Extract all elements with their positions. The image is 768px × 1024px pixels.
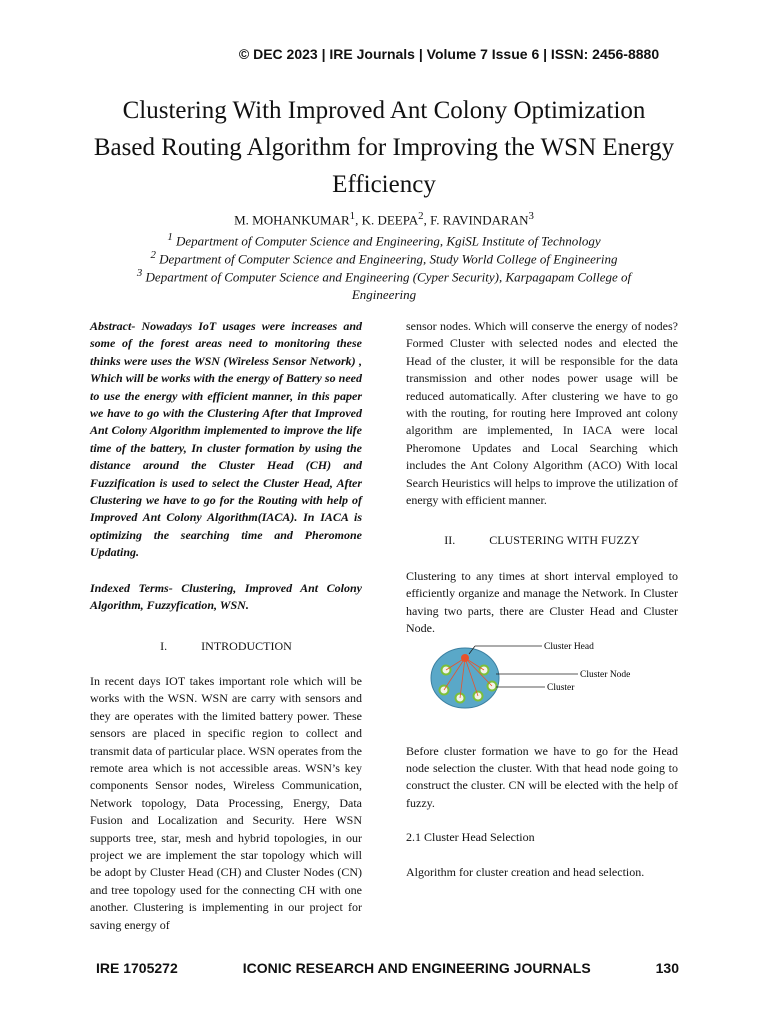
left-column [90,318,362,934]
page-footer [96,960,679,976]
section-title: INTRODUCTION [201,638,292,653]
affiliation-1: $^1$ Department of Computer Science and Engineering, KgiSL Institute of Technology [167,231,601,249]
title-line-2: Based Routing Algorithm for Improving the WSN Energy [93,134,675,161]
author-2: , K. DEEPA [355,212,419,228]
author-2-sup: 2 [418,210,424,222]
cluster-diagram [430,636,660,716]
abstract: Abstract- Nowadays IoT usages were increases and some of the forest areas need to monitoring these thinks were uses the WSN (Wireless Sensor Network) , Which will be works with the energy of Battery so need to use the energy with efficient manner, in this paper we have to go with the Clustering After that Improved Ant Colony Algorithm implemented to improve the life time of the battery, In cluster formation by using the distance around the Cluster Head (CH) and Fuzzification is used to select the Cluster Head, After Clustering we have to go for the Routing with help of Improved Ant Colony Algorithm(IACA). In IACA is optimizing the searching time and Pheromone Updating. [90,319,362,560]
footer-journal-name: ICONIC RESEARCH AND ENGINEERING JOURNALS [242,960,591,976]
subsection-heading: 2.1 Cluster Head Selection [406,830,535,845]
author-3: , F. RAVINDARAN [423,212,529,228]
continuation-paragraph: sensor nodes. Which will conserve the energy of nodes? Formed Cluster with selected nodes and elected the Head of the cluster, it will be responsible for the data transmission and other nodes power usage will be reduced automatically. After clustering we have to go with the routing, for routing here Improved ant colony algorithm are implemented, In IACA were local Pheromone Updates and Local Searching which includes the Ant Colony Algorithm (ACO) With local Search Heuristics will helps to improve the utilization of energy with efficient manner. [406,319,678,508]
author-1-sup: 1 [349,210,356,222]
section-heading-introduction [90,638,362,655]
paper-title [80,92,688,203]
page-number: 130 [655,960,679,976]
title-line-1: Clustering With Improved Ant Colony Optimization [122,97,646,124]
section-number: I. [160,638,168,653]
label-cluster: Cluster [547,683,575,693]
intro-paragraph: In recent days IOT takes important role which will be works with the WSN. WSN are carry with sensors and they are operates with the limited battery power. These sensors are placed in specific region to collect and transmit data of particular place. WSN operates from the remote area which is not accessible areas. WSN’s key components Sensor nodes, Wireless Communication, Network topology, Data Processing, Energy, Data Fusion and Localization and Security. Here WSN supports tree, star, mesh and hybrid topologies, in our project we are implement the star topology which will be adopt by Cluster Head (CH) and Cluster Nodes (CN) and tree topology used for the connecting CH with one another. Clustering is implementing in our project for saving energy of [90,673,363,932]
author-list [0,207,768,229]
index-terms: Indexed Terms- Clustering, Improved Ant Colony Algorithm, Fuzzyfication, WSN. [90,580,362,613]
title-line-3: Efficiency [332,171,436,198]
author-1: M. MOHANKUMAR [234,212,350,228]
author-3-sup: 3 [528,210,534,222]
label-cluster-node: Cluster Node [580,670,631,680]
clustering-paragraph: Clustering to any times at short interval employed to efficiently organize and manage the Network. In Cluster having two parts, there are Cluster Head and Cluster Node. [406,568,678,636]
algorithm-intro: Algorithm for cluster creation and head selection. [406,864,645,879]
affiliation-3: $^3$ Department of Computer Science and Engineering (Cyper Security), Karpagapam College of Engineering [136,267,632,303]
before-cluster-paragraph: Before cluster formation we have to go for the Head node selection the cluster. With that head node going to construct the cluster. CN will be elected with the help of fuzzy. [406,743,678,810]
section-title: CLUSTERING WITH FUZZY [489,533,640,548]
section-heading-clustering [406,532,678,549]
journal-header: © DEC 2023 | IRE Journals | Volume 7 Issue 6 | ISSN: 2456-8880 [238,46,660,62]
label-cluster-head: Cluster Head [544,642,594,652]
footer-id: IRE 1705272 [96,960,178,976]
affiliation-2: $^2$ Department of Computer Science and Engineering, Study World College of Engineering [150,249,618,267]
section-number: II. [444,533,456,548]
right-column [406,318,678,881]
